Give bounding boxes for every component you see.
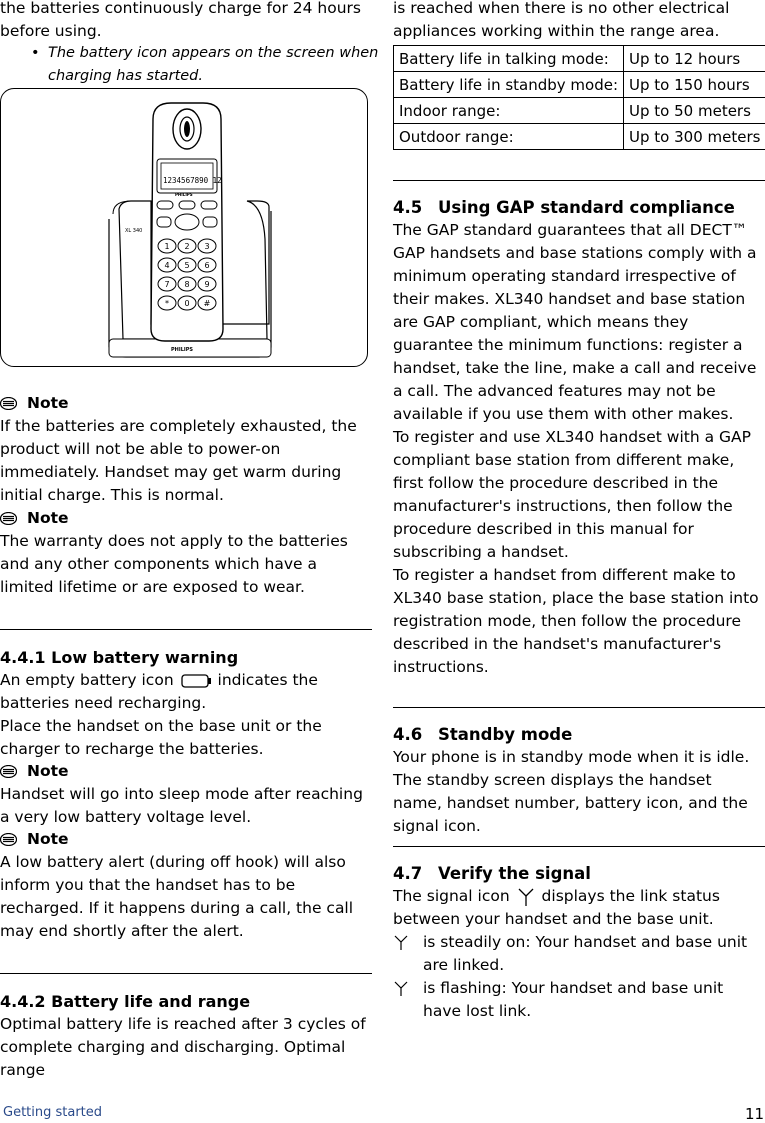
- table-cell-label: Battery life in standby mode:: [394, 72, 624, 98]
- key-1: 1: [164, 242, 170, 251]
- note-text: The warranty does not apply to the batteries and any other components which have a limited lifetime or are exposed to wear.: [0, 532, 348, 596]
- note-title: Note: [27, 830, 69, 848]
- section-heading: 4.4.1 Low battery warning: [0, 648, 239, 667]
- brand-bottom-label: PHILIPS: [171, 347, 194, 353]
- note-title: Note: [27, 762, 69, 780]
- note-4: [0, 828, 372, 943]
- table-row: [394, 72, 765, 98]
- note-text: A low battery alert (during off hook) will also inform you that the handset has to be recharged. If it happens during a call, the call may end shortly after the alert.: [0, 853, 354, 940]
- key-star: *: [165, 299, 169, 308]
- section-4-5: [393, 196, 765, 679]
- display-digits: 1234567890 12: [163, 176, 222, 185]
- section-title: Verify the signal: [438, 864, 591, 883]
- phone-illustration: [0, 88, 368, 367]
- note-2: [0, 507, 372, 599]
- note-heading: [0, 507, 372, 530]
- note-heading: [0, 828, 372, 851]
- section-4-6: [393, 723, 765, 838]
- section-heading: [393, 862, 765, 885]
- section-paragraph: Place the handset on the base unit or the charger to recharge the batteries.: [0, 717, 322, 758]
- brand-top-label: PHILIPS: [175, 192, 193, 197]
- section-divider: [393, 846, 765, 847]
- bullet-dot-icon: •: [31, 45, 40, 61]
- section-paragraph: The GAP standard guarantees that all DECT™ GAP handsets and base stations comply with a minimum operating standard irrespective of their makes. XL340 handset and base station are GAP compliant, which means they guarantee the minimum functions: register a handset, take the line, make a call and receive a call. The advanced features may not be available if you use them with other makes.: [393, 221, 757, 423]
- inline-text: The signal icon: [393, 887, 510, 905]
- continuation-text: is reached when there is no other electrical appliances working within the range area.: [393, 0, 730, 40]
- key-9: 9: [204, 280, 210, 289]
- section-number: 4.5: [393, 198, 423, 217]
- footer-section-name: Getting started: [3, 1105, 103, 1120]
- bullet-item: [0, 42, 420, 88]
- section-divider: [0, 973, 372, 974]
- key-6: 6: [204, 261, 210, 270]
- note-3: [0, 760, 372, 829]
- section-4-4-2: [0, 990, 372, 1082]
- signal-antenna-icon: [515, 887, 537, 907]
- section-divider: [393, 707, 765, 708]
- signal-status-item: [393, 931, 765, 977]
- signal-antenna-icon: [394, 981, 408, 997]
- section-divider: [0, 629, 372, 630]
- note-icon: [0, 512, 17, 525]
- section-title: Standby mode: [438, 725, 573, 744]
- battery-spec-table: [393, 45, 765, 150]
- section-heading: [393, 723, 765, 746]
- section-title: Using GAP standard compliance: [438, 198, 735, 217]
- key-7: 7: [164, 280, 170, 289]
- key-8: 8: [184, 280, 190, 289]
- key-2: 2: [184, 242, 190, 251]
- table-cell-label: Outdoor range:: [394, 124, 624, 150]
- key-5: 5: [184, 261, 190, 270]
- section-4-7: [393, 862, 765, 1023]
- signal-antenna-icon: [394, 935, 408, 951]
- empty-battery-icon: [179, 673, 213, 689]
- note-title: Note: [27, 509, 69, 527]
- table-cell-value: Up to 50 meters: [624, 98, 765, 124]
- section-paragraph: [393, 885, 765, 931]
- table-cell-value: Up to 150 hours: [624, 72, 765, 98]
- note-icon: [0, 765, 17, 778]
- model-label: XL 340: [125, 228, 143, 234]
- note-heading: [0, 760, 372, 783]
- bullet-text: The battery icon appears on the screen when charging has started.: [48, 45, 379, 84]
- signal-status-text: is flashing: Your handset and base unit have lost link.: [423, 979, 724, 1020]
- section-paragraph: Your phone is in standby mode when it is idle. The standby screen displays the handset name, handset number, battery icon, and the signal icon.: [393, 748, 750, 835]
- signal-status-text: is steadily on: Your handset and base unit are linked.: [423, 933, 748, 974]
- note-text: If the batteries are completely exhausted, the product will not be able to power-on immediately. Handset may get warm during initial charge. This is normal.: [0, 417, 357, 504]
- section-heading: 4.4.2 Battery life and range: [0, 992, 251, 1011]
- section-paragraph: [0, 669, 372, 715]
- cordless-phone-image: [1, 89, 367, 366]
- note-1: [0, 392, 372, 507]
- signal-status-item: [393, 977, 765, 1023]
- note-icon: [0, 833, 17, 846]
- section-paragraph: To register and use XL340 handset with a GAP compliant base station from different make, first follow the procedure described in the manufacturer's instructions, then follow the procedure described in this manual for subscribing a handset.: [393, 428, 751, 561]
- section-number: 4.6: [393, 725, 423, 744]
- section-4-4-1: [0, 646, 372, 761]
- intro-text: the batteries continuously charge for 24 hours before using.: [0, 0, 361, 40]
- section-number: 4.7: [393, 864, 423, 883]
- inline-text: indicates the batteries need recharging.: [0, 671, 318, 712]
- inline-text: displays the link status between your handset and the base unit.: [393, 887, 720, 928]
- note-icon: [0, 397, 17, 410]
- key-4: 4: [164, 261, 170, 270]
- table-row: [394, 46, 765, 72]
- table-row: [394, 124, 765, 150]
- table-row: [394, 98, 765, 124]
- page-number: 11: [745, 1105, 765, 1123]
- section-heading: [393, 196, 765, 219]
- table-cell-label: Battery life in talking mode:: [394, 46, 624, 72]
- table-cell-label: Indoor range:: [394, 98, 624, 124]
- section-paragraph: Optimal battery life is reached after 3 cycles of complete charging and discharging. Optimal range: [0, 1015, 366, 1079]
- inline-text: An empty battery icon: [0, 671, 174, 689]
- key-hash: #: [203, 299, 211, 308]
- section-divider: [393, 180, 765, 181]
- section-paragraph: To register a handset from different make to XL340 base station, place the base station into registration mode, then follow the procedure described in the handset's manufacturer's instructions.: [393, 566, 759, 676]
- note-text: Handset will go into sleep mode after reaching a very low battery voltage level.: [0, 785, 363, 826]
- note-heading: [0, 392, 372, 415]
- key-0: 0: [184, 299, 190, 308]
- table-cell-value: Up to 300 meters: [624, 124, 765, 150]
- table-cell-value: Up to 12 hours: [624, 46, 765, 72]
- note-title: Note: [27, 394, 69, 412]
- key-3: 3: [204, 242, 210, 251]
